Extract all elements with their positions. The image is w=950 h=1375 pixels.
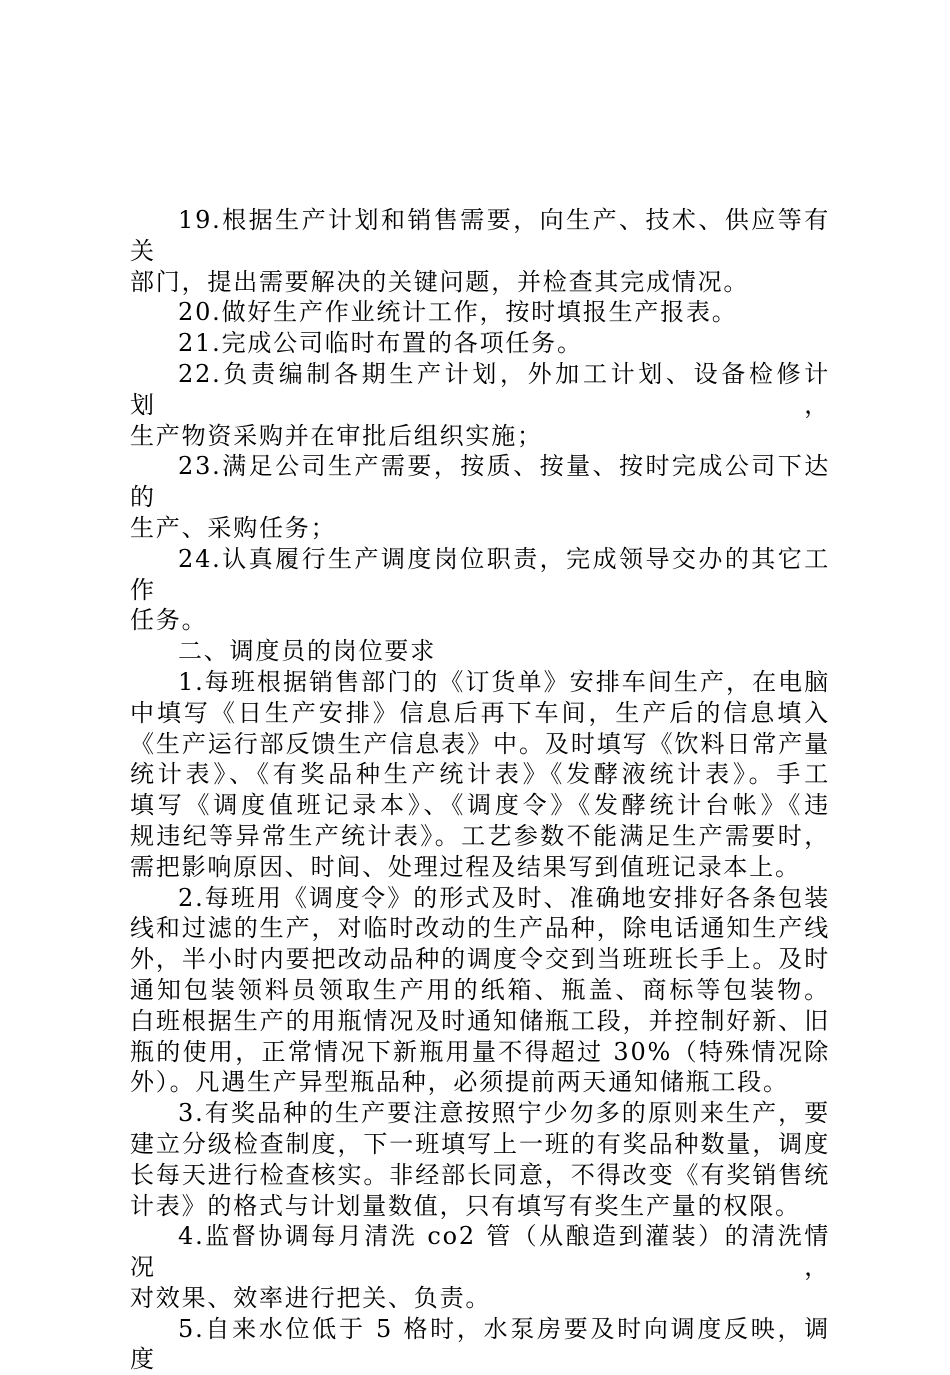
paragraph-line: 建立分级检查制度，下一班填写上一班的有奖品种数量，调度 <box>130 1129 830 1158</box>
paragraph-line: 23.满足公司生产需要，按质、按量、按时完成公司下达的 <box>130 452 830 512</box>
paragraph-line: 21.完成公司临时布置的各项任务。 <box>178 329 583 358</box>
document-paragraph <box>130 297 830 328</box>
paragraph-line: 中填写《日生产安排》信息后再下车间，生产后的信息填入 <box>130 698 830 727</box>
document-paragraph <box>130 205 830 297</box>
paragraph-line: 计表》的格式与计划量数值，只有填写有奖生产量的权限。 <box>130 1191 801 1220</box>
paragraph-line: 外）。凡遇生产异型瓶品种，必须提前两天通知储瓶工段。 <box>130 1068 789 1097</box>
paragraph-line: 白班根据生产的用瓶情况及时通知储瓶工段，并控制好新、旧 <box>130 1006 830 1035</box>
paragraph-line: 生产、采购任务； <box>130 513 337 542</box>
document-paragraph <box>130 451 830 543</box>
paragraph-line: 瓶的使用，正常情况下新瓶用量不得超过 30%（特殊情况除 <box>130 1037 830 1066</box>
paragraph-line: 2.每班用《调度令》的形式及时、准确地安排好各条包装 <box>178 883 830 912</box>
document-paragraph <box>130 1314 830 1375</box>
paragraph-line: 3.有奖品种的生产要注意按照宁少勿多的原则来生产，要 <box>178 1099 830 1128</box>
document-body <box>130 205 830 1375</box>
paragraph-line: 长每天进行检查核实。非经部长同意，不得改变《有奖销售统 <box>130 1160 830 1189</box>
paragraph-line: 5.自来水位低于 5 格时，水泵房要及时向调度反映，调度 <box>130 1314 830 1374</box>
paragraph-line: 通知包装领料员领取生产用的纸箱、瓶盖、商标等包装物。 <box>130 975 830 1004</box>
document-paragraph <box>130 328 830 359</box>
paragraph-line: 规违纪等异常生产统计表》。工艺参数不能满足生产需要时， <box>130 821 830 850</box>
paragraph-line: 1.每班根据销售部门的《订货单》安排车间生产，在电脑 <box>178 667 830 696</box>
document-paragraph <box>130 359 830 451</box>
paragraph-line: 4.监督协调每月清洗 co2 管（从酿造到灌装）的清洗情况， <box>130 1222 830 1282</box>
paragraph-line: 生产物资采购并在审批后组织实施； <box>130 421 543 450</box>
paragraph-line: 24.认真履行生产调度岗位职责，完成领导交办的其它工作 <box>130 544 830 604</box>
paragraph-line: 20.做好生产作业统计工作，按时填报生产报表。 <box>178 298 738 327</box>
paragraph-line: 对效果、效率进行把关、负责。 <box>130 1283 492 1312</box>
paragraph-line: 需把影响原因、时间、处理过程及结果写到值班记录本上。 <box>130 852 801 881</box>
document-paragraph <box>130 1221 830 1313</box>
paragraph-line: 19.根据生产计划和销售需要，向生产、技术、供应等有关 <box>130 206 830 265</box>
paragraph-line: 《生产运行部反馈生产信息表》中。及时填写《饮料日常产量 <box>130 729 830 758</box>
paragraph-line: 外，半小时内要把改动品种的调度令交到当班班长手上。及时 <box>130 945 830 974</box>
document-paragraph <box>130 636 830 667</box>
paragraph-line: 填写《调度值班记录本》、《调度令》《发酵统计台帐》《违 <box>130 791 830 820</box>
document-paragraph <box>130 667 830 883</box>
paragraph-line: 统计表》、《有奖品种生产统计表》《发酵液统计表》。手工 <box>130 760 830 789</box>
document-paragraph <box>130 883 830 1099</box>
paragraph-line: 任务。 <box>130 606 208 635</box>
document-paragraph <box>130 1098 830 1221</box>
paragraph-line: 部门，提出需要解决的关键问题，并检查其完成情况。 <box>130 267 750 296</box>
document-paragraph <box>130 544 830 636</box>
paragraph-line: 二、调度员的岗位要求 <box>178 637 436 666</box>
paragraph-line: 22.负责编制各期生产计划，外加工计划、设备检修计划， <box>130 359 830 419</box>
paragraph-line: 线和过滤的生产，对临时改动的生产品种，除电话通知生产线 <box>130 914 830 943</box>
